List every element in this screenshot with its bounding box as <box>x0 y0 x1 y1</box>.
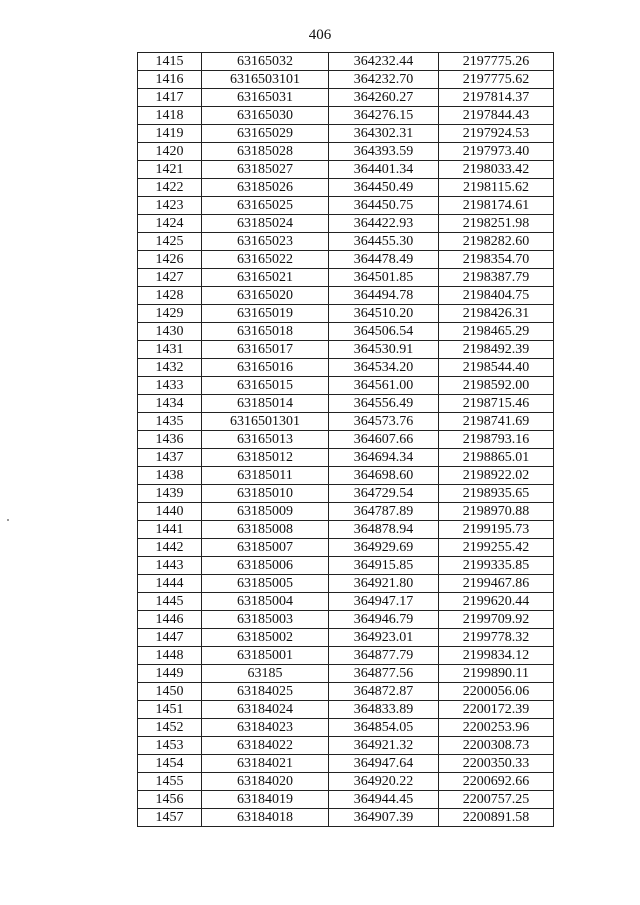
x-coordinate-cell: 364573.76 <box>329 413 439 431</box>
point-number-cell: 1437 <box>138 449 202 467</box>
point-id-cell: 63165025 <box>202 197 329 215</box>
x-coordinate-cell: 364450.75 <box>329 197 439 215</box>
x-coordinate-cell: 364915.85 <box>329 557 439 575</box>
table-row <box>138 215 554 233</box>
point-id-cell: 63184020 <box>202 773 329 791</box>
x-coordinate-cell: 364501.85 <box>329 269 439 287</box>
point-id-cell: 63165032 <box>202 53 329 71</box>
point-id-cell: 63185003 <box>202 611 329 629</box>
table-row <box>138 89 554 107</box>
table-row <box>138 233 554 251</box>
x-coordinate-cell: 364556.49 <box>329 395 439 413</box>
point-number-cell: 1446 <box>138 611 202 629</box>
table-row <box>138 665 554 683</box>
point-id-cell: 63165017 <box>202 341 329 359</box>
point-id-cell: 63185027 <box>202 161 329 179</box>
y-coordinate-cell: 2200056.06 <box>439 683 554 701</box>
y-coordinate-cell: 2199890.11 <box>439 665 554 683</box>
x-coordinate-cell: 364944.45 <box>329 791 439 809</box>
x-coordinate-cell: 364872.87 <box>329 683 439 701</box>
x-coordinate-cell: 364854.05 <box>329 719 439 737</box>
y-coordinate-cell: 2198465.29 <box>439 323 554 341</box>
y-coordinate-cell: 2198715.46 <box>439 395 554 413</box>
table-row <box>138 449 554 467</box>
point-number-cell: 1435 <box>138 413 202 431</box>
table-row <box>138 701 554 719</box>
y-coordinate-cell: 2198387.79 <box>439 269 554 287</box>
y-coordinate-cell: 2200253.96 <box>439 719 554 737</box>
y-coordinate-cell: 2198174.61 <box>439 197 554 215</box>
y-coordinate-cell: 2199778.32 <box>439 629 554 647</box>
point-id-cell: 63165021 <box>202 269 329 287</box>
x-coordinate-cell: 364921.80 <box>329 575 439 593</box>
point-number-cell: 1448 <box>138 647 202 665</box>
x-coordinate-cell: 364920.22 <box>329 773 439 791</box>
point-id-cell: 63165023 <box>202 233 329 251</box>
y-coordinate-cell: 2199834.12 <box>439 647 554 665</box>
point-id-cell: 63185007 <box>202 539 329 557</box>
point-number-cell: 1453 <box>138 737 202 755</box>
table-row <box>138 377 554 395</box>
x-coordinate-cell: 364422.93 <box>329 215 439 233</box>
point-number-cell: 1447 <box>138 629 202 647</box>
point-number-cell: 1423 <box>138 197 202 215</box>
point-id-cell: 63165013 <box>202 431 329 449</box>
point-number-cell: 1449 <box>138 665 202 683</box>
y-coordinate-cell: 2198592.00 <box>439 377 554 395</box>
x-coordinate-cell: 364694.34 <box>329 449 439 467</box>
point-id-cell: 63165016 <box>202 359 329 377</box>
x-coordinate-cell: 364787.89 <box>329 503 439 521</box>
point-id-cell: 6316503101 <box>202 71 329 89</box>
point-id-cell: 63165022 <box>202 251 329 269</box>
point-number-cell: 1441 <box>138 521 202 539</box>
point-number-cell: 1452 <box>138 719 202 737</box>
table-row <box>138 773 554 791</box>
y-coordinate-cell: 2198793.16 <box>439 431 554 449</box>
x-coordinate-cell: 364455.30 <box>329 233 439 251</box>
point-number-cell: 1418 <box>138 107 202 125</box>
y-coordinate-cell: 2198426.31 <box>439 305 554 323</box>
point-number-cell: 1436 <box>138 431 202 449</box>
point-number-cell: 1443 <box>138 557 202 575</box>
x-coordinate-cell: 364260.27 <box>329 89 439 107</box>
table-row <box>138 71 554 89</box>
point-id-cell: 63184019 <box>202 791 329 809</box>
point-number-cell: 1421 <box>138 161 202 179</box>
y-coordinate-cell: 2197775.62 <box>439 71 554 89</box>
table-row <box>138 503 554 521</box>
y-coordinate-cell: 2199467.86 <box>439 575 554 593</box>
point-id-cell: 63184024 <box>202 701 329 719</box>
x-coordinate-cell: 364302.31 <box>329 125 439 143</box>
point-number-cell: 1451 <box>138 701 202 719</box>
table-row <box>138 341 554 359</box>
y-coordinate-cell: 2200350.33 <box>439 755 554 773</box>
table-row <box>138 287 554 305</box>
table-row <box>138 161 554 179</box>
table-row <box>138 197 554 215</box>
point-number-cell: 1434 <box>138 395 202 413</box>
point-id-cell: 63185011 <box>202 467 329 485</box>
point-number-cell: 1440 <box>138 503 202 521</box>
table-row <box>138 305 554 323</box>
table-row <box>138 521 554 539</box>
point-number-cell: 1442 <box>138 539 202 557</box>
y-coordinate-cell: 2198544.40 <box>439 359 554 377</box>
x-coordinate-cell: 364561.00 <box>329 377 439 395</box>
x-coordinate-cell: 364921.32 <box>329 737 439 755</box>
point-id-cell: 63185028 <box>202 143 329 161</box>
y-coordinate-cell: 2199195.73 <box>439 521 554 539</box>
table-row <box>138 629 554 647</box>
x-coordinate-cell: 364534.20 <box>329 359 439 377</box>
y-coordinate-cell: 2200891.58 <box>439 809 554 827</box>
x-coordinate-cell: 364946.79 <box>329 611 439 629</box>
table-row <box>138 359 554 377</box>
y-coordinate-cell: 2198492.39 <box>439 341 554 359</box>
coordinates-table-body <box>138 53 554 827</box>
table-row <box>138 485 554 503</box>
table-row <box>138 791 554 809</box>
y-coordinate-cell: 2200757.25 <box>439 791 554 809</box>
x-coordinate-cell: 364878.94 <box>329 521 439 539</box>
table-row <box>138 179 554 197</box>
point-number-cell: 1439 <box>138 485 202 503</box>
point-number-cell: 1415 <box>138 53 202 71</box>
table-row <box>138 611 554 629</box>
y-coordinate-cell: 2198922.02 <box>439 467 554 485</box>
point-id-cell: 63185008 <box>202 521 329 539</box>
point-number-cell: 1457 <box>138 809 202 827</box>
point-number-cell: 1416 <box>138 71 202 89</box>
point-id-cell: 63165029 <box>202 125 329 143</box>
x-coordinate-cell: 364450.49 <box>329 179 439 197</box>
table-row <box>138 323 554 341</box>
y-coordinate-cell: 2197844.43 <box>439 107 554 125</box>
point-number-cell: 1425 <box>138 233 202 251</box>
point-number-cell: 1438 <box>138 467 202 485</box>
table-row <box>138 413 554 431</box>
point-id-cell: 63185002 <box>202 629 329 647</box>
point-id-cell: 63184023 <box>202 719 329 737</box>
table-row <box>138 539 554 557</box>
x-coordinate-cell: 364478.49 <box>329 251 439 269</box>
point-number-cell: 1450 <box>138 683 202 701</box>
x-coordinate-cell: 364506.54 <box>329 323 439 341</box>
y-coordinate-cell: 2198033.42 <box>439 161 554 179</box>
point-id-cell: 63185012 <box>202 449 329 467</box>
y-coordinate-cell: 2199335.85 <box>439 557 554 575</box>
y-coordinate-cell: 2199255.42 <box>439 539 554 557</box>
point-id-cell: 63185010 <box>202 485 329 503</box>
scan-speck <box>7 519 9 521</box>
table-row <box>138 431 554 449</box>
x-coordinate-cell: 364393.59 <box>329 143 439 161</box>
y-coordinate-cell: 2198741.69 <box>439 413 554 431</box>
y-coordinate-cell: 2198282.60 <box>439 233 554 251</box>
table-row <box>138 755 554 773</box>
x-coordinate-cell: 364232.70 <box>329 71 439 89</box>
point-id-cell: 63184022 <box>202 737 329 755</box>
table-row <box>138 575 554 593</box>
point-number-cell: 1444 <box>138 575 202 593</box>
point-number-cell: 1456 <box>138 791 202 809</box>
table-row <box>138 53 554 71</box>
x-coordinate-cell: 364929.69 <box>329 539 439 557</box>
x-coordinate-cell: 364947.17 <box>329 593 439 611</box>
point-number-cell: 1420 <box>138 143 202 161</box>
point-id-cell: 63165031 <box>202 89 329 107</box>
y-coordinate-cell: 2200172.39 <box>439 701 554 719</box>
point-id-cell: 63165019 <box>202 305 329 323</box>
point-id-cell: 63184018 <box>202 809 329 827</box>
x-coordinate-cell: 364401.34 <box>329 161 439 179</box>
x-coordinate-cell: 364698.60 <box>329 467 439 485</box>
point-number-cell: 1433 <box>138 377 202 395</box>
point-id-cell: 63184021 <box>202 755 329 773</box>
x-coordinate-cell: 364947.64 <box>329 755 439 773</box>
page-number: 406 <box>308 27 332 43</box>
table-row <box>138 143 554 161</box>
point-number-cell: 1428 <box>138 287 202 305</box>
point-number-cell: 1430 <box>138 323 202 341</box>
y-coordinate-cell: 2200308.73 <box>439 737 554 755</box>
table-row <box>138 683 554 701</box>
y-coordinate-cell: 2197775.26 <box>439 53 554 71</box>
table-row <box>138 719 554 737</box>
point-id-cell: 63185001 <box>202 647 329 665</box>
y-coordinate-cell: 2198404.75 <box>439 287 554 305</box>
y-coordinate-cell: 2198935.65 <box>439 485 554 503</box>
table-row <box>138 269 554 287</box>
table-row <box>138 737 554 755</box>
table-row <box>138 467 554 485</box>
x-coordinate-cell: 364276.15 <box>329 107 439 125</box>
point-id-cell: 63165020 <box>202 287 329 305</box>
y-coordinate-cell: 2197973.40 <box>439 143 554 161</box>
y-coordinate-cell: 2197814.37 <box>439 89 554 107</box>
table-row <box>138 557 554 575</box>
x-coordinate-cell: 364923.01 <box>329 629 439 647</box>
point-id-cell: 6316501301 <box>202 413 329 431</box>
point-id-cell: 63165015 <box>202 377 329 395</box>
point-id-cell: 63185026 <box>202 179 329 197</box>
point-id-cell: 63165030 <box>202 107 329 125</box>
y-coordinate-cell: 2199709.92 <box>439 611 554 629</box>
point-number-cell: 1426 <box>138 251 202 269</box>
table-row <box>138 647 554 665</box>
coordinates-table <box>137 52 554 827</box>
point-number-cell: 1429 <box>138 305 202 323</box>
point-number-cell: 1432 <box>138 359 202 377</box>
y-coordinate-cell: 2198251.98 <box>439 215 554 233</box>
x-coordinate-cell: 364907.39 <box>329 809 439 827</box>
y-coordinate-cell: 2199620.44 <box>439 593 554 611</box>
point-number-cell: 1431 <box>138 341 202 359</box>
y-coordinate-cell: 2198115.62 <box>439 179 554 197</box>
x-coordinate-cell: 364833.89 <box>329 701 439 719</box>
point-id-cell: 63184025 <box>202 683 329 701</box>
x-coordinate-cell: 364530.91 <box>329 341 439 359</box>
point-number-cell: 1424 <box>138 215 202 233</box>
table-row <box>138 251 554 269</box>
y-coordinate-cell: 2197924.53 <box>439 125 554 143</box>
table-row <box>138 125 554 143</box>
y-coordinate-cell: 2200692.66 <box>439 773 554 791</box>
point-number-cell: 1422 <box>138 179 202 197</box>
table-row <box>138 593 554 611</box>
point-id-cell: 63165018 <box>202 323 329 341</box>
point-id-cell: 63185004 <box>202 593 329 611</box>
y-coordinate-cell: 2198354.70 <box>439 251 554 269</box>
point-id-cell: 63185024 <box>202 215 329 233</box>
point-id-cell: 63185014 <box>202 395 329 413</box>
y-coordinate-cell: 2198865.01 <box>439 449 554 467</box>
point-number-cell: 1417 <box>138 89 202 107</box>
x-coordinate-cell: 364877.79 <box>329 647 439 665</box>
table-row <box>138 395 554 413</box>
table-row <box>138 107 554 125</box>
point-number-cell: 1445 <box>138 593 202 611</box>
point-number-cell: 1419 <box>138 125 202 143</box>
x-coordinate-cell: 364729.54 <box>329 485 439 503</box>
x-coordinate-cell: 364494.78 <box>329 287 439 305</box>
x-coordinate-cell: 364877.56 <box>329 665 439 683</box>
point-number-cell: 1427 <box>138 269 202 287</box>
point-id-cell: 63185009 <box>202 503 329 521</box>
y-coordinate-cell: 2198970.88 <box>439 503 554 521</box>
point-number-cell: 1454 <box>138 755 202 773</box>
point-id-cell: 63185005 <box>202 575 329 593</box>
x-coordinate-cell: 364607.66 <box>329 431 439 449</box>
point-number-cell: 1455 <box>138 773 202 791</box>
point-id-cell: 63185006 <box>202 557 329 575</box>
table-row <box>138 809 554 827</box>
x-coordinate-cell: 364510.20 <box>329 305 439 323</box>
point-id-cell: 63185 <box>202 665 329 683</box>
x-coordinate-cell: 364232.44 <box>329 53 439 71</box>
